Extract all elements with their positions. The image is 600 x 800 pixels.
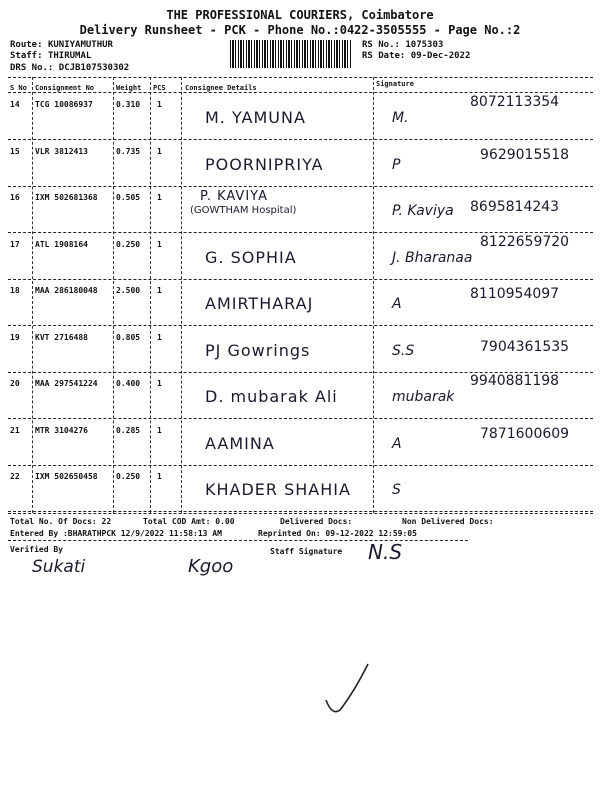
col-header-sno: S No [10,84,27,92]
barcode [230,40,352,68]
row-consignee: POORNIPRIYA [205,155,324,174]
row-separator [8,186,593,187]
drs-value: DCJB107530302 [58,63,130,73]
staff-signature: N.S [368,540,403,564]
row-weight: 0.250 [116,240,141,249]
row-pcs: 1 [157,426,162,435]
row-consignment-no: IXM 502650458 [35,472,98,481]
row-pcs: 1 [157,472,162,481]
row-weight: 0.285 [116,426,141,435]
row-sno: 14 [10,100,20,109]
drs-label: DRS No.: [10,63,54,73]
row-sno: 17 [10,240,20,249]
col-divider [150,77,151,513]
row-phone: 8695814243 [470,199,560,215]
row-consignee: KHADER SHAHIA [205,480,351,499]
row-phone: 8122659720 [480,234,570,250]
cod-value: 0.00 [215,517,235,526]
table-header-rule [8,92,593,93]
row-consignee: G. SOPHIA [205,248,297,267]
runsheet-subtitle: Delivery Runsheet - PCK - Phone No.:0422-3505555 - Page No.:2 [79,23,521,37]
delivered-docs-label: Delivered Docs: [280,517,353,526]
col-divider [373,77,374,513]
total-docs-value: 22 [101,517,112,526]
total-docs-label: Total No. Of Docs: [10,517,97,526]
row-consignment-no: MAA 286180048 [35,286,98,295]
row-sno: 20 [10,379,20,388]
row-separator [8,418,593,419]
row-pcs: 1 [157,193,162,202]
row-signature: S [392,482,401,498]
row-phone: 7904361535 [480,339,570,355]
row-signature: A [392,296,402,312]
row-weight: 0.505 [116,193,141,202]
row-signature: P. Kaviya [392,203,454,219]
row-signature: S.S [392,343,415,359]
table-top-rule [8,77,593,78]
row-phone: 9940881198 [470,373,560,389]
row-consignment-no: MTR 3104276 [35,426,88,435]
drs-line [10,63,129,73]
row-pcs: 1 [157,147,162,156]
col-header-pcs: PCS [153,84,166,92]
rs-no-line [362,40,443,50]
row-sno: 15 [10,147,20,156]
col-divider [32,77,33,513]
row-weight: 0.735 [116,147,141,156]
row-separator [8,232,593,233]
row-consignee: PJ Gowrings [205,341,311,360]
row-signature: P [392,157,401,173]
row-sno: 22 [10,472,20,481]
row-weight: 2.500 [116,286,141,295]
row-phone: 8110954097 [470,286,560,302]
route-value: KUNIYAMUTHUR [47,40,113,50]
total-cod [143,517,235,526]
row-consignment-no: VLR 3812413 [35,147,88,156]
entered-by: Entered By :BHARATHPCK 12/9/2022 11:58:13 AM [10,529,222,538]
pen-tick-mark [322,660,372,720]
row-pcs: 1 [157,379,162,388]
staff-value: THIRUMAL [47,51,92,61]
col-header-consignment: Consignment No [35,84,95,92]
row-consignee: D. mubarak Ali [205,387,338,406]
row-weight: 0.400 [116,379,141,388]
row-consignee: M. YAMUNA [205,108,306,127]
route-label: Route: [10,40,43,50]
row-phone: 7871600609 [480,426,570,442]
row-signature: mubarak [392,389,455,405]
row-pcs: 1 [157,240,162,249]
reprinted-on: Reprinted On: 09-12-2022 12:59:05 [258,529,417,538]
row-consignee-note: (GOWTHAM Hospital) [190,205,297,216]
rs-no-label: RS No.: [362,40,400,50]
rs-date-value: 09-Dec-2022 [410,51,471,61]
row-consignment-no: KVT 2716488 [35,333,88,342]
middle-signature: Kgoo [188,556,234,577]
non-delivered-docs-label: Non Delivered Docs: [402,517,494,526]
total-docs [10,517,111,526]
row-consignment-no: TCG 10086937 [35,100,93,109]
row-pcs: 1 [157,286,162,295]
row-consignment-no: ATL 1908164 [35,240,88,249]
row-separator [8,139,593,140]
row-consignee: AMIRTHARAJ [205,294,314,313]
row-sno: 16 [10,193,20,202]
row-pcs: 1 [157,100,162,109]
rs-no-value: 1075303 [405,40,444,50]
rs-date-label: RS Date: [362,51,406,61]
row-signature: J. Bharanaa [392,250,473,266]
row-consignee: P. KAVIYA [200,189,268,204]
verified-signature: Sukati [32,557,86,577]
col-divider [181,77,182,513]
staff-signature-label: Staff Signature [270,547,343,556]
row-weight: 0.250 [116,472,141,481]
row-consignment-no: MAA 297541224 [35,379,98,388]
row-consignment-no: IXM 502681368 [35,193,98,202]
route-line [10,40,113,50]
col-divider [113,77,114,513]
row-separator [8,279,593,280]
row-separator [8,325,593,326]
verified-by-label: Verified By [10,545,63,554]
row-separator [8,511,593,512]
runsheet-title: THE PROFESSIONAL COURIERS, Coimbatore [166,8,434,22]
row-separator [8,465,593,466]
row-weight: 0.310 [116,100,141,109]
row-pcs: 1 [157,333,162,342]
row-phone: 9629015518 [480,147,570,163]
rs-date-line [362,51,470,61]
row-phone: 8072113354 [470,94,560,110]
col-header-consignee: Consignee Details [185,84,257,92]
row-signature: M. [392,110,409,126]
cod-label: Total COD Amt: [143,517,211,526]
row-weight: 0.805 [116,333,141,342]
staff-label: Staff: [10,51,43,61]
col-header-weight: Weight [116,84,142,92]
row-sno: 18 [10,286,20,295]
table-bottom-rule [8,513,593,514]
row-signature: A [392,436,402,452]
row-consignee: AAMINA [205,434,275,453]
row-sno: 19 [10,333,20,342]
row-sno: 21 [10,426,20,435]
staff-line [10,51,91,61]
col-header-signature: Signature [376,80,414,88]
